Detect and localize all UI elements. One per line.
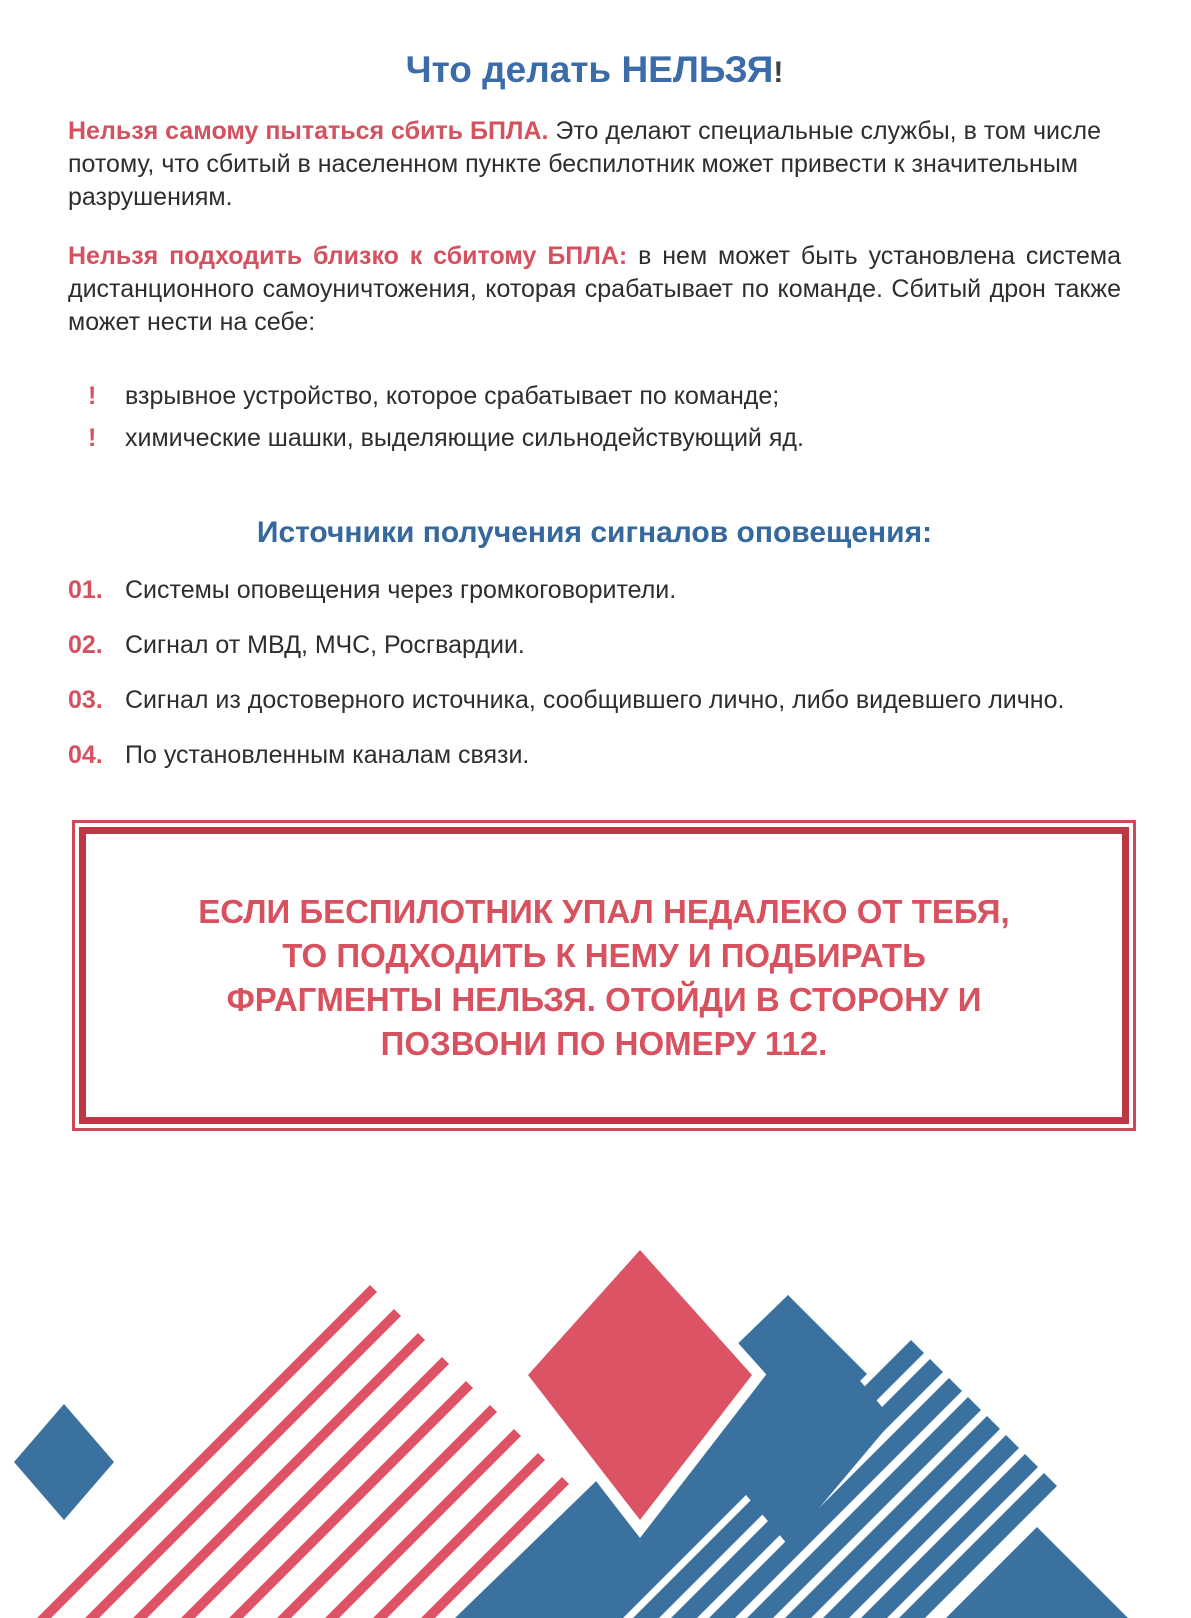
paragraph-lead-text: Нельзя подходить близко к сбитому БПЛА: — [68, 241, 628, 270]
source-text: Системы оповещения через громкоговорители. — [125, 575, 677, 604]
paragraph-body-text: Это делают специальные службы, в том числе потому, что сбитый в населенном пункте беспилотник может привести к значительным разрушениям. — [68, 116, 1101, 211]
blue-corner-triangle-decoration — [946, 1527, 1128, 1618]
leaflet-page — [0, 0, 1191, 772]
exclamation-icon: ! — [88, 381, 97, 410]
bullet-text: взрывное устройство, которое срабатывает по команде; — [125, 381, 780, 410]
alert-box — [72, 820, 1136, 1131]
sources-heading: Источники получения сигналов оповещения: — [256, 515, 933, 549]
exclamation-icon: ! — [88, 423, 97, 452]
list-item — [68, 684, 1121, 717]
list-item — [68, 629, 1121, 662]
alert-text-line: ЕСЛИ БЕСПИЛОТНИК УПАЛ НЕДАЛЕКО ОТ ТЕБЯ, — [198, 893, 1010, 931]
alert-text-line: ТО ПОДХОДИТЬ К НЕМУ И ПОДБИРАТЬ — [282, 937, 926, 975]
page-title — [68, 50, 1121, 91]
footer-decoration — [0, 1178, 1191, 1618]
paragraph-body-text: в нем может быть установлена система дистанционного самоуничтожения, которая срабатывает по команде. Сбитый дрон также может нести на себе: — [68, 241, 1121, 336]
list-item — [68, 423, 1121, 454]
alert-text-line: ПОЗВОНИ ПО НОМЕРУ 112. — [380, 1025, 828, 1063]
page-title-text: Что делать НЕЛЬЗЯ — [405, 49, 774, 90]
bullet-text: химические шашки, выделяющие сильнодействующий яд. — [125, 423, 804, 452]
source-text: Сигнал из достоверного источника, сообщившего лично, либо видевшего лично. — [125, 685, 1065, 714]
sources-list — [68, 574, 1121, 772]
alert-text-line: ФРАГМЕНТЫ НЕЛЬЗЯ. ОТОЙДИ В СТОРОНУ И — [226, 981, 982, 1019]
page-title-exclamation: ! — [773, 56, 784, 89]
warning-bullet-list — [68, 381, 1121, 454]
alert-box-inner-border — [79, 827, 1129, 1124]
source-text: Сигнал от МВД, МЧС, Росгвардии. — [125, 630, 525, 659]
list-item — [68, 739, 1121, 772]
paragraph-no-shooting — [68, 115, 1121, 214]
list-item — [68, 381, 1121, 412]
source-text: По установленным каналам связи. — [125, 740, 530, 769]
small-blue-diamond-decoration — [14, 1404, 114, 1520]
source-number: 02. — [68, 630, 103, 659]
source-number: 01. — [68, 575, 103, 604]
source-number: 04. — [68, 740, 103, 769]
list-item — [68, 574, 1121, 607]
paragraph-lead-text: Нельзя самому пытаться сбить БПЛА. — [68, 116, 549, 145]
source-number: 03. — [68, 685, 103, 714]
paragraph-no-approaching — [68, 240, 1121, 339]
